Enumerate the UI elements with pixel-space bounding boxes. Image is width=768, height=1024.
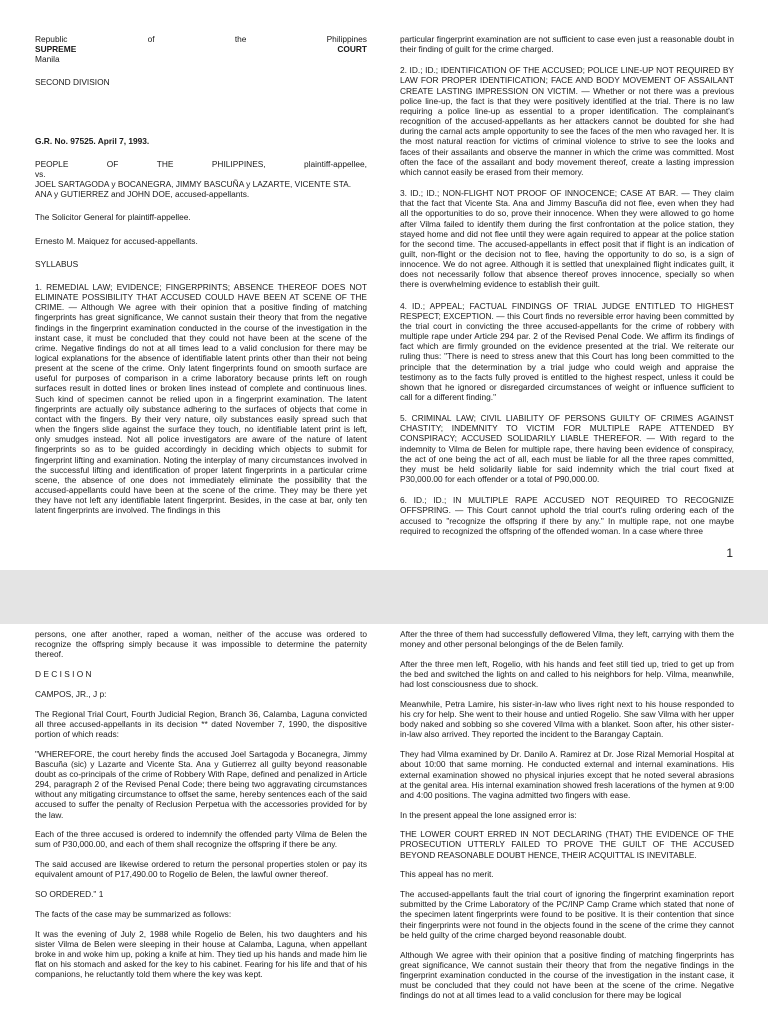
syllabus-heading: SYLLABUS	[35, 258, 79, 269]
syllabus-item: 4. ID.; APPEAL; FACTUAL FINDINGS OF TRIAL JUDGE ENTITLED TO HIGHEST RESPECT; EXCEPTION. — this Court finds no reversible error having been committed by the trial court in convicting the three accused-appellants for the crime of robbery with multiple rape under Article 294 par. 2 of the Revised Penal Code. We affirm its findings of fact which are firmly grounded on the evidence presented at the trial. We reiterate our ruling thus: "There is need to stress anew that this Court has long been committed to the principle that the determination by a trial judge who could weigh and appraise the testimony as to the facts fully proved is entitled to the highest respect, unless it could be shown that he ignored or disregarded circumstances of weight or influence sufficient to call for a different finding."	[400, 300, 734, 402]
page2-left-column	[35, 629, 367, 989]
paragraph: After the three men left, Rogelio, with his hands and feet still tied up, tried to get up from the bed and switched the lights on and called to his neighbors for help. Vilma, meanwhile, had lost consciousness due to shock.	[400, 658, 734, 690]
header-word: SUPREME	[35, 44, 77, 55]
header-word: Republic	[35, 34, 68, 44]
page-number: 1	[726, 546, 733, 560]
quoted-paragraph: The said accused are likewise ordered to return the personal properties stolen or pay its equivalent amount of P17,490.00 to Rogelio de Belen, the lawful owner thereof.	[35, 859, 367, 880]
parties-word: plaintiff-appellee,	[304, 158, 367, 169]
quoted-paragraph: Each of the three accused is ordered to indemnify the offended party Vilma de Belen the sum of P30,000.00, and each of them shall recognize the offspring if there be any.	[35, 829, 367, 850]
parties-accused: JOEL SARTAGODA y BOCANEGRA, JIMMY BASCUÑA y LAZARTE, VICENTE STA. ANA y GUTIERREZ and JOHN DOE, accused-appellants.	[35, 179, 352, 200]
header-word: the	[234, 34, 247, 44]
page-gap	[0, 570, 768, 624]
gr-number: G.R. No. 97525. April 7, 1993.	[35, 135, 150, 146]
paragraph: They had Vilma examined by Dr. Danilo A. Ramirez at Dr. Jose Rizal Memorial Hospital at about 10:00 that same morning. He conducted external and internal examinations. His external examination showed no physical injuries except that he noted several abrasions at the genital area. His internal examination showed fresh lacerations of the hymen at 9:00 and 4:00 positions. The vagina admitted two fingers with ease.	[400, 749, 734, 800]
division-heading: SECOND DIVISION	[35, 77, 110, 88]
decision-heading: D E C I S I O N	[35, 669, 92, 680]
header-word: of	[147, 34, 155, 44]
header-city: Manila	[35, 54, 60, 65]
syllabus-item-continued: persons, one after another, raped a woman, neither of the accuse was ordered to recognize the offspring simply because it was impossible to determine the paternity thereof.	[35, 629, 367, 660]
paragraph: The accused-appellants fault the trial court of ignoring the fingerprint examination report submitted by the Crime Laboratory of the PC/INP Camp Crame which stated that none of the specimen latent fingerprints were found to be positive. It is their contention that since their fingerprints were not found in the objects found in the scene of the crime they cannot be held guilty of the crime charged beyond reasonable doubt.	[400, 889, 734, 940]
quoted-paragraph: "WHEREFORE, the court hereby finds the accused Joel Sartagoda y Bocanegra, Jimmy Bascuña (sic) y Lazarte and Vicente Sta. Ana y Gutierrez all guilty beyond reasonable doubt as co-principals of the crime of Robbery With Rape, defined and penalized in Article 294, paragraph 2 of the Revised Penal Code; there being two aggravating circumstances without any mitigating circumstance to offset the same, hereby sentences each of the said accused to suffer the penalty of Reclusion Perpetua with the accessories provided for by the law.	[35, 748, 367, 820]
page1-left-column	[35, 34, 367, 525]
parties-line	[35, 159, 367, 169]
paragraph: This appeal has no merit.	[400, 869, 494, 880]
document-page-2	[0, 624, 768, 1024]
counsel-plaintiff: The Solicitor General for plaintiff-appellee.	[35, 212, 191, 223]
syllabus-item: 5. CRIMINAL LAW; CIVIL LIABILITY OF PERSONS GUILTY OF CRIMES AGAINST CHASTITY; INDEMNITY TO VICTIM FOR MULTIPLE RAPE ATTENDED BY CONSPIRACY; ACCUSED SOLIDARILY LIABLE THEREFOR. — With regard to the indemnity to Vilma de Belen for multiple rape, there having been evidence of conspiracy, the act of one being the act of all, each must be liable for all the three rapes committed, they must be held solidarily liable for said indemnity which the trial court fixed at P30,000.00 for each offender or a total of P90,000.00.	[400, 413, 734, 485]
parties-word: THE	[156, 158, 174, 169]
paragraph: The Regional Trial Court, Fourth Judicial Region, Branch 36, Calamba, Laguna convicted all three accused-appellants in its decision ** dated November 7, 1990, the dispositive portion of which reads:	[35, 708, 367, 739]
parties-word: PEOPLE	[35, 158, 69, 169]
header-court	[35, 44, 367, 54]
paragraph: Meanwhile, Petra Lamire, his sister-in-law who lives right next to his house responded to his cry for help. She went to their house and untied Rogelio. She saw Vilma with her upper body naked and sobbing so she covered Vilma with a blanket. Soon after, his other sister-in-law also arrived. They reported the incident to the Barangay Captain.	[400, 698, 734, 740]
parties-word: PHILIPPINES,	[211, 158, 266, 169]
syllabus-item: 6. ID.; ID.; IN MULTIPLE RAPE ACCUSED NOT REQUIRED TO RECOGNIZE OFFSPRING. — This Court cannot uphold the trial court's ruling ordering each of the accused to "recognize the offspring if there by any." In multiple rape, not one maybe required to recognized the offspring of the offended woman. In a case where three	[400, 495, 734, 536]
header-word: COURT	[337, 44, 367, 55]
syllabus-item: 2. ID.; ID.; IDENTIFICATION OF THE ACCUSED; POLICE LINE-UP NOT REQUIRED BY LAW FOR PROPER IDENTIFICATION; FACE AND BODY MOVEMENT OF ASSAILANT CREATE LASTING IMPRESSION ON VICTIM. — Whether or not there was a previous police line-up, the fact is that they were positively identified at the trial. There is no law requiring a police line-up as essential to a proper identification. The complainant's recognition of the accused-appellants as her attackers cannot be doubted for she had during the carnal acts ample opportunity to see the faces of the men who ravaged her. It is the most natural reaction for victims of criminal violence to strive to see the looks and faces of their assailants and observe the manner in which the crime was committed. Most often the face of the assailant and body movement thereof, create a lasting impression which cannot easily be erased from their memory.	[400, 65, 734, 177]
parties-vs: vs.	[35, 168, 46, 179]
paragraph: It was the evening of July 2, 1988 while Rogelio de Belen, his two daughters and his sister Vilma de Belen were sleeping in their house at Calamba, Laguna, when appellant broke in and woke him up, poking a knife at him. They tied up his hands and made him lie flat on his stomach and asked for the key to his cabinet. Fearing for his life and that of his companions, he reluctantly told them where the key was kept.	[35, 928, 367, 980]
syllabus-item: 3. ID.; ID.; NON-FLIGHT NOT PROOF OF INNOCENCE; CASE AT BAR. — They claim that the fact that Vicente Sta. Ana and Jimmy Bascuña did not flee, even when they had all the opportunities to do so, prove their innocence. When they were allowed to go home after Vilma failed to identify them during the first confrontation at the police station, they stayed home and did not flee until they were again required to appear at the police station for the second time. The accused-appellants in effect posit that if flight is an indication of guilt, non-flight or the decision not to flee, having the opportunity to do so, is a sign of innocence. We do not agree. Although it is settled that unexplained flight indicates guilt, it does not necessarily follow that absence thereof proves innocence, specially so when there is overwhelming evidence to establish their guilt.	[400, 188, 734, 290]
facts-intro: The facts of the case may be summarized as follows:	[35, 908, 232, 919]
parties-word: OF	[106, 158, 119, 169]
syllabus-item: 1. REMEDIAL LAW; EVIDENCE; FINGERPRINTS; ABSENCE THEREOF DOES NOT ELIMINATE POSSIBILITY THAT ACCUSED COULD HAVE BEEN AT SCENE OF THE CRIME. — Although We agree with their opinion that a positive finding of matching fingerprints has great significance, We cannot sustain their theory that from the negative findings in the fingerprint examination conducted in the course of the investigation in the instant case, it must be concluded that they could not have been at the scene of the crime. Negative findings do not at all times lead to a valid conclusion for there may be logical explanations for the absence of identifiable latent prints other than their not being present at the scene of the crime. Only latent fingerprints found on smooth surface are useful for purposes of comparison in a crime laboratory because prints left on rough surfaces result in dotted lines or broken lines instead of complete and continuous lines. Such kind of specimen cannot be relied upon in a fingerprint examination. The latent fingerprints are actually oily substance adhering to the surfaces of objects that come in contact with the fingers. By their very nature, oily substances easily spread such that when the fingers slide against the surface they touch, no identifiable latent print is left, only smudges instead. Not all police investigators are aware of the nature of latent fingerprints so as to be guided accordingly in deciding which objects to submit for fingerprint lifting and examination. Noting the interplay of many circumstances involved in the successful lifting and identification of proper latent fingerprints in a particular crime scene, the absence of one does not immediately eliminate the possibility that the accused-appellants could have been at the scene of the crime. They may be there yet they have not left any identifiable latent fingerprint. Besides, in the case at bar, only ten latent fingerprints are involved. The findings in this	[35, 281, 367, 516]
counsel-accused: Ernesto M. Maiquez for accused-appellants.	[35, 235, 198, 246]
so-ordered: SO ORDERED." 1	[35, 889, 104, 900]
assigned-error: THE LOWER COURT ERRED IN NOT DECLARING (THAT) THE EVIDENCE OF THE PROSECUTION UTTERLY FAILED TO PROVE THE GUILT OF THE ACCUSED BEYOND REASONABLE DOUBT HENCE, THEIR ACQUITTAL IS INEVITABLE.	[400, 829, 734, 860]
syllabus-item-continued: particular fingerprint examination are not sufficient to case even just a reasonable doubt in their finding of guilt for the crime charged.	[400, 34, 734, 55]
paragraph: After the three of them had successfully deflowered Vilma, they left, carrying with them the money and other personal belongings of the de Belen family.	[400, 629, 734, 650]
paragraph: Although We agree with their opinion that a positive finding of matching fingerprints has great significance, We cannot sustain their theory that from the negative findings in the fingerprint examination conducted in the course of the investigation in the instant case, it must be concluded that they could not have been at the scene of the crime. Negative findings do not at all times lead to a valid conclusion for there may be logical	[400, 949, 734, 1001]
page2-right-column	[400, 629, 734, 1010]
page1-right-column	[400, 34, 734, 545]
paragraph: In the present appeal the lone assigned error is:	[400, 809, 577, 820]
header-republic	[35, 34, 367, 44]
header-word: Philippines	[326, 34, 367, 44]
ponente: CAMPOS, JR., J p:	[35, 688, 107, 699]
